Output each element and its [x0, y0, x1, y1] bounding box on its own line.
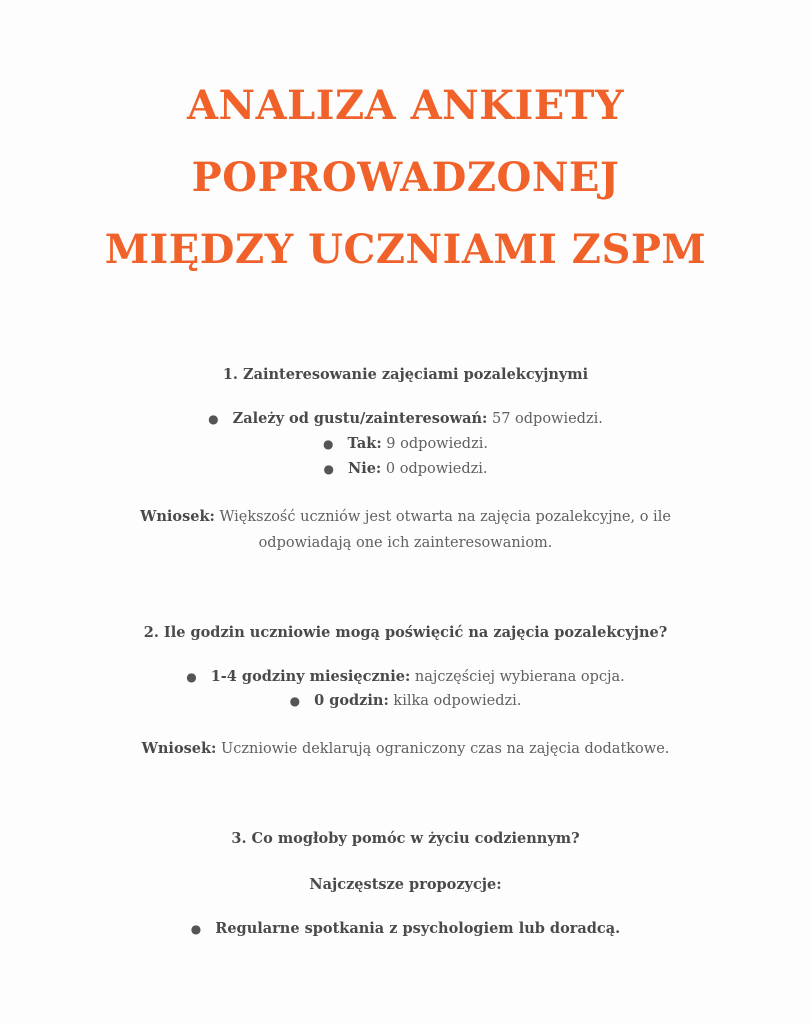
list-item [0, 460, 811, 477]
section-1-heading: 1. Zainteresowanie zajęciami pozalekcyjnymi [222, 366, 589, 383]
bullet-text: 0 odpowiedzi. [381, 461, 488, 477]
bullet-dot-icon: ● [186, 670, 197, 684]
conclusion-label: Wniosek: [141, 740, 217, 757]
bullet-dot-icon: ● [323, 462, 334, 476]
bullet-text: 57 odpowiedzi. [487, 411, 603, 427]
title-line-1: ANALIZA ANKIETY [186, 82, 624, 129]
bullet-label: Zależy od gustu/zainteresowań: [232, 410, 488, 427]
section-3-subheading: Najczęstsze propozycje: [309, 876, 502, 893]
bullet-label: Nie: [347, 460, 382, 477]
bullet-text: najczęściej wybierana opcja. [410, 669, 625, 685]
bullet-label: Tak: [347, 435, 382, 452]
section-2-conclusion [120, 736, 691, 762]
list-item [0, 692, 811, 709]
conclusion-label: Wniosek: [140, 508, 215, 525]
section-3-heading: 3. Co mogłoby pomóc w życiu codziennym? [231, 830, 580, 847]
list-item [0, 920, 811, 937]
list-item [0, 410, 811, 427]
bullet-label: 1-4 godziny miesięcznie: [210, 668, 411, 685]
bullet-label: Regularne spotkania z psychologiem lub doradcą. [215, 920, 621, 937]
conclusion-text: Uczniowie deklarują ograniczony czas na zajęcia dodatkowe. [216, 741, 670, 757]
bullet-dot-icon: ● [190, 922, 202, 936]
bullet-dot-icon: ● [289, 694, 301, 708]
page-title [0, 70, 811, 286]
list-item [0, 435, 811, 452]
bullet-dot-icon: ● [323, 437, 334, 451]
section-2-heading: 2. Ile godzin uczniowie mogą poświęcić na zajęcia pozalekcyjne? [143, 624, 668, 641]
conclusion-text: Większość uczniów jest otwarta na zajęcia pozalekcyjne, o ile odpowiadają one ich zainteresowaniom. [214, 509, 671, 551]
title-line-2: POPROWADZONEJ [191, 154, 620, 201]
title-line-3: MIĘDZY UCZNIAMI ZSPM [104, 226, 707, 273]
list-item [0, 668, 811, 685]
bullet-text: 9 odpowiedzi. [381, 436, 488, 452]
bullet-text: kilka odpowiedzi. [388, 693, 522, 709]
section-1-conclusion [120, 504, 691, 556]
bullet-dot-icon: ● [208, 412, 219, 426]
bullet-label: 0 godzin: [314, 692, 389, 709]
